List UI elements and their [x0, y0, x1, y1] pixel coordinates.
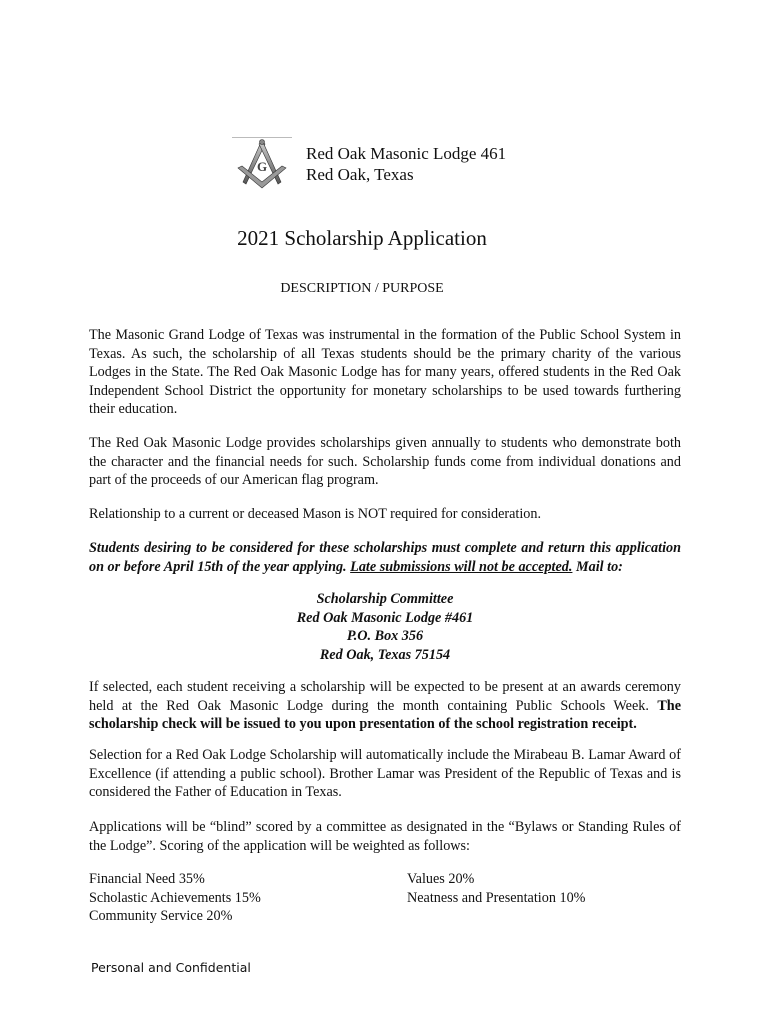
square-and-compass-icon [234, 138, 290, 190]
document-title: 2021 Scholarship Application [237, 226, 487, 250]
scoring-item: Neatness and Presentation 10% [407, 889, 586, 906]
lodge-name: Red Oak Masonic Lodge 461 [306, 144, 507, 163]
section-heading: DESCRIPTION / PURPOSE [280, 281, 444, 296]
footer-confidential: Personal and Confidential [91, 960, 251, 975]
scoring-item: Financial Need 35% [89, 871, 205, 887]
ceremony-text: If selected, each student receiving a scholarship will be expected to be present at an awards ceremony held at the Red Oak Masonic Lodge during the month containing Public Schools Week. [89, 679, 681, 714]
check-issuance-notice: The scholarship check will be issued to you upon presentation of the school registration receipt. [89, 697, 681, 733]
paragraph-lamar-award: Selection for a Red Oak Lodge Scholarship will automatically include the Mirabeau B. Lamar Award of Excellence (if attending a public school). Brother Lamar was President of the Republic of Texas and is considered the Father of Education in Texas. [89, 747, 681, 801]
svg-text:G: G [256, 159, 268, 174]
address-line-lodge: Red Oak Masonic Lodge #461 [296, 609, 474, 626]
lodge-city: Red Oak, Texas [306, 165, 414, 184]
address-line-city: Red Oak, Texas 75154 [319, 646, 451, 663]
paragraph-scoring: Applications will be “blind” scored by a committee as designated in the “Bylaws or Standing Rules of the Lodge”. Scoring of the application will be weighted as follows: [89, 819, 681, 854]
late-submission-notice: Late submissions will not be accepted. [350, 558, 573, 575]
scoring-list-right [407, 870, 585, 907]
paragraph-history: The Masonic Grand Lodge of Texas was instrumental in the formation of the Public School System in Texas. As such, the scholarship of all Texas students should be the primary charity of the various Lodges in the State. The Red Oak Masonic Lodge has for many years, offered students in the Red Oak Independent School District the opportunity for monetary scholarships to be used towards furthering their education. [89, 327, 681, 418]
scoring-list-left [89, 870, 261, 926]
mailing-address [89, 590, 681, 664]
submission-text: Students desiring to be considered for these scholarships must complete and return this application on or before April 15th of the year applying. [89, 540, 681, 575]
paragraph-relationship: Relationship to a current or deceased Mason is NOT required for consideration. [89, 506, 542, 522]
scoring-item: Values 20% [407, 871, 475, 887]
scoring-item: Scholastic Achievements 15% [89, 889, 261, 906]
paragraph-submission-instructions [89, 539, 681, 576]
mail-to-label: Mail to: [572, 558, 623, 575]
scoring-item: Community Service 20% [89, 908, 233, 925]
paragraph-awards-ceremony [89, 678, 681, 734]
address-line-po-box: P.O. Box 356 [346, 628, 424, 645]
paragraph-scholarship-purpose: The Red Oak Masonic Lodge provides scholarships given annually to students who demonstrate both the character and the financial needs for such. Scholarship funds come from individual donations and part of the proceeds of our American flag program. [89, 435, 681, 489]
address-line-committee: Scholarship Committee [316, 591, 454, 607]
